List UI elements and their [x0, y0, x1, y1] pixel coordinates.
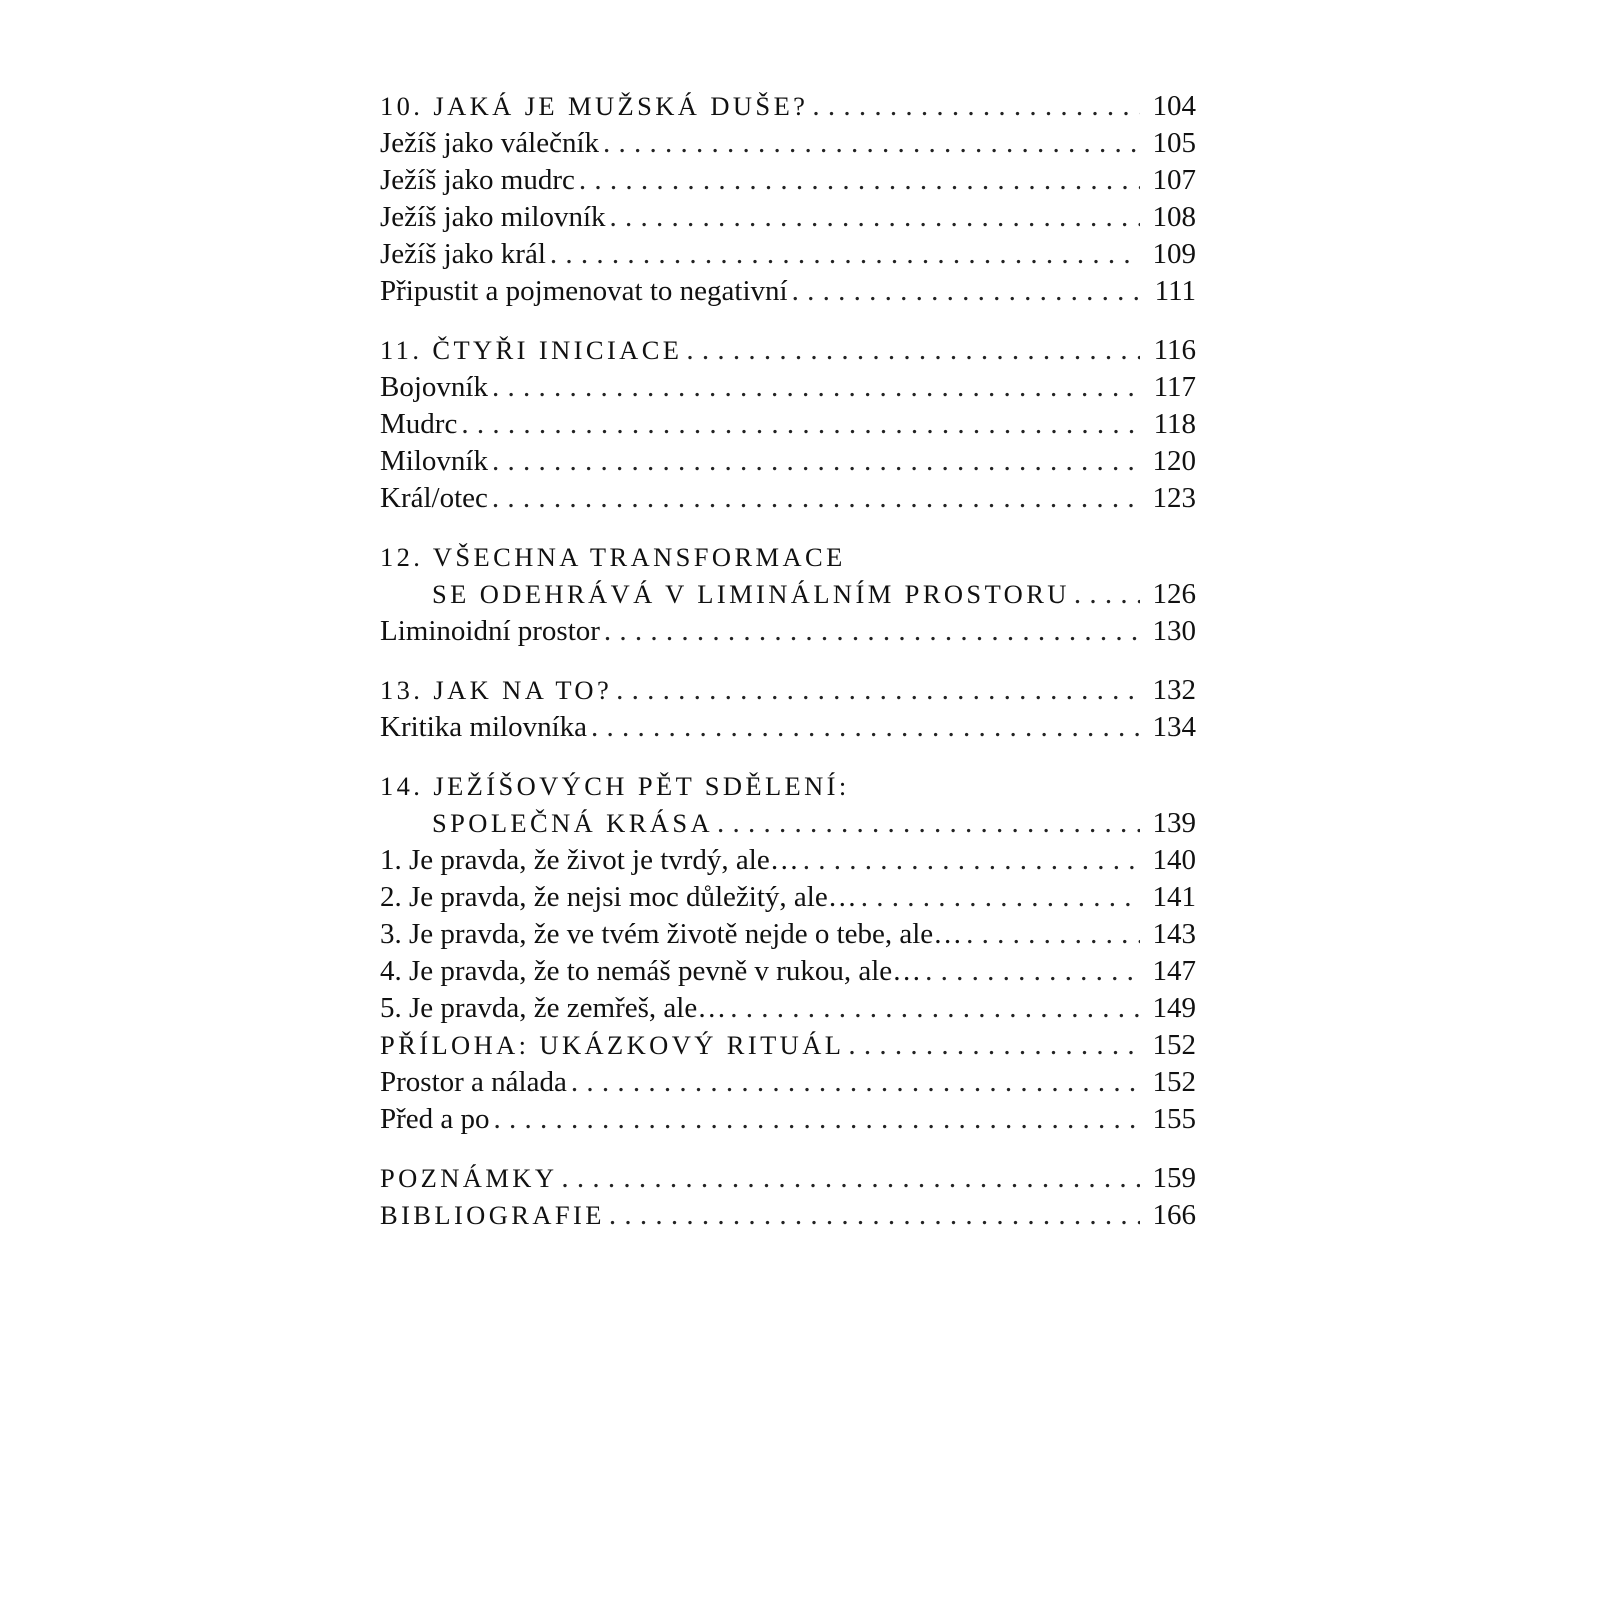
toc-page-number: 143 — [1152, 918, 1196, 950]
toc-entry-title: PŘÍLOHA: UKÁZKOVÝ RITUÁL — [380, 1030, 845, 1060]
toc-entry[interactable] — [380, 576, 1196, 613]
toc-page-number: 118 — [1153, 408, 1196, 440]
toc-entry[interactable] — [380, 1064, 1196, 1101]
dot-leader — [561, 1160, 1140, 1197]
dot-leader — [591, 709, 1140, 746]
toc-entry[interactable] — [380, 709, 1196, 746]
dot-leader — [861, 879, 1140, 916]
toc-entry-title: SE ODEHRÁVÁ V LIMINÁLNÍM PROSTORU — [432, 579, 1070, 609]
toc-entry-title: Prostor a nálada — [380, 1066, 567, 1098]
toc-entry[interactable] — [380, 199, 1196, 236]
toc-page-number: 117 — [1153, 371, 1196, 403]
toc-entry[interactable] — [380, 842, 1196, 879]
toc-page-number: 149 — [1152, 992, 1196, 1024]
toc-entry[interactable] — [380, 1027, 1196, 1064]
toc-entry-title: Připustit a pojmenovat to negativní — [380, 275, 788, 307]
toc-entry-title: 1. Je pravda, že život je tvrdý, ale… — [380, 844, 799, 876]
dot-leader — [609, 1197, 1140, 1234]
dot-leader — [603, 125, 1140, 162]
dot-leader — [579, 162, 1140, 199]
toc-page-number: 132 — [1152, 674, 1196, 706]
toc-entry-title: Před a po — [380, 1103, 490, 1135]
toc-entry[interactable] — [380, 805, 1196, 842]
toc-page-number: 108 — [1152, 201, 1196, 233]
toc-entry[interactable] — [380, 162, 1196, 199]
toc-entry-title: Mudrc — [380, 408, 458, 440]
toc-entry[interactable] — [380, 1197, 1196, 1234]
toc-entry-title: Milovník — [380, 445, 488, 477]
toc-section — [380, 88, 1196, 310]
toc-entry[interactable] — [380, 990, 1196, 1027]
toc-page-number: 107 — [1152, 164, 1196, 196]
dot-leader — [571, 1064, 1140, 1101]
toc-entry-title: 4. Je pravda, že to nemáš pevně v rukou, ale… — [380, 955, 922, 987]
toc-entry[interactable] — [380, 879, 1196, 916]
toc-entry[interactable] — [380, 443, 1196, 480]
toc-page-number: 155 — [1152, 1103, 1196, 1135]
dot-leader — [848, 1027, 1140, 1064]
toc-entry[interactable] — [380, 273, 1196, 310]
toc-entry[interactable] — [380, 125, 1196, 162]
toc-entry[interactable] — [380, 88, 1196, 125]
toc-page-number: 126 — [1152, 578, 1196, 610]
toc-entry-title: Král/otec — [380, 482, 488, 514]
toc-entry-title: Bojovník — [380, 371, 488, 403]
toc-page-number: 134 — [1152, 711, 1196, 743]
toc-section — [380, 539, 1196, 650]
toc-entry-title: 2. Je pravda, že nejsi moc důležitý, ale… — [380, 881, 857, 913]
toc-entry[interactable] — [380, 1101, 1196, 1138]
toc-entry[interactable] — [380, 332, 1196, 369]
toc-entry[interactable] — [380, 768, 1196, 805]
toc-entry[interactable] — [380, 406, 1196, 443]
toc-entry-title: Ježíš jako mudrc — [380, 164, 575, 196]
toc-page-number: 166 — [1152, 1199, 1196, 1231]
toc-entry[interactable] — [380, 1160, 1196, 1197]
toc-entry[interactable] — [380, 672, 1196, 709]
toc-page-number: 159 — [1152, 1162, 1196, 1194]
toc-page-number: 147 — [1152, 955, 1196, 987]
toc-section — [380, 332, 1196, 517]
toc-page-number: 116 — [1153, 334, 1196, 366]
dot-leader — [717, 805, 1140, 842]
dot-leader — [461, 406, 1140, 443]
toc-entry-title: Liminoidní prostor — [380, 615, 600, 647]
dot-leader — [686, 332, 1140, 369]
toc-entry-title: 11. ČTYŘI INICIACE — [380, 335, 683, 365]
toc-entry-title: Kritika milovníka — [380, 711, 587, 743]
toc-page-number: 140 — [1152, 844, 1196, 876]
toc-entry-title: POZNÁMKY — [380, 1163, 558, 1193]
dot-leader — [730, 990, 1140, 1027]
toc-entry-title: Ježíš jako válečník — [380, 127, 600, 159]
toc-entry-title: 5. Je pravda, že zemřeš, ale… — [380, 992, 727, 1024]
toc-entry-title: Ježíš jako milovník — [380, 201, 606, 233]
dot-leader — [616, 672, 1140, 709]
dot-leader — [492, 480, 1140, 517]
toc-page-number: 120 — [1152, 445, 1196, 477]
dot-leader — [610, 199, 1140, 236]
toc-page-number: 105 — [1152, 127, 1196, 159]
toc-entry-title: 13. JAK NA TO? — [380, 675, 613, 705]
toc-section — [380, 768, 1196, 1138]
toc-entry-title: 10. JAKÁ JE MUŽSKÁ DUŠE? — [380, 91, 809, 121]
toc-entry-title: BIBLIOGRAFIE — [380, 1200, 605, 1230]
toc-page-number: 109 — [1152, 238, 1196, 270]
toc-page-number: 111 — [1154, 275, 1196, 307]
toc-entry[interactable] — [380, 916, 1196, 953]
toc-entry[interactable] — [380, 539, 1196, 576]
toc-page-number: 141 — [1152, 881, 1196, 913]
table-of-contents — [380, 88, 1196, 1256]
toc-page-number: 152 — [1152, 1029, 1196, 1061]
toc-entry-title: SPOLEČNÁ KRÁSA — [432, 808, 713, 838]
dot-leader — [494, 1101, 1140, 1138]
toc-page-number: 152 — [1152, 1066, 1196, 1098]
toc-page-number: 123 — [1152, 482, 1196, 514]
toc-section — [380, 672, 1196, 746]
dot-leader — [803, 842, 1140, 879]
toc-entry-title: 12. VŠECHNA TRANSFORMACE — [380, 542, 846, 572]
dot-leader — [492, 369, 1140, 406]
toc-entry[interactable] — [380, 369, 1196, 406]
toc-entry[interactable] — [380, 613, 1196, 650]
toc-entry[interactable] — [380, 953, 1196, 990]
toc-page-number: 104 — [1152, 90, 1196, 122]
toc-page-number: 130 — [1152, 615, 1196, 647]
toc-entry-title: 14. JEŽÍŠOVÝCH PĚT SDĚLENÍ: — [380, 771, 850, 801]
dot-leader — [604, 613, 1140, 650]
toc-entry[interactable] — [380, 480, 1196, 517]
toc-page-number: 139 — [1152, 807, 1196, 839]
toc-entry-title: Ježíš jako král — [380, 238, 546, 270]
dot-leader — [1074, 576, 1140, 613]
dot-leader — [966, 916, 1140, 953]
dot-leader — [550, 236, 1140, 273]
dot-leader — [812, 88, 1140, 125]
toc-entry[interactable] — [380, 236, 1196, 273]
toc-entry-title: 3. Je pravda, že ve tvém životě nejde o tebe, ale… — [380, 918, 963, 950]
dot-leader — [792, 273, 1140, 310]
dot-leader — [492, 443, 1140, 480]
toc-section — [380, 1160, 1196, 1234]
dot-leader — [925, 953, 1140, 990]
